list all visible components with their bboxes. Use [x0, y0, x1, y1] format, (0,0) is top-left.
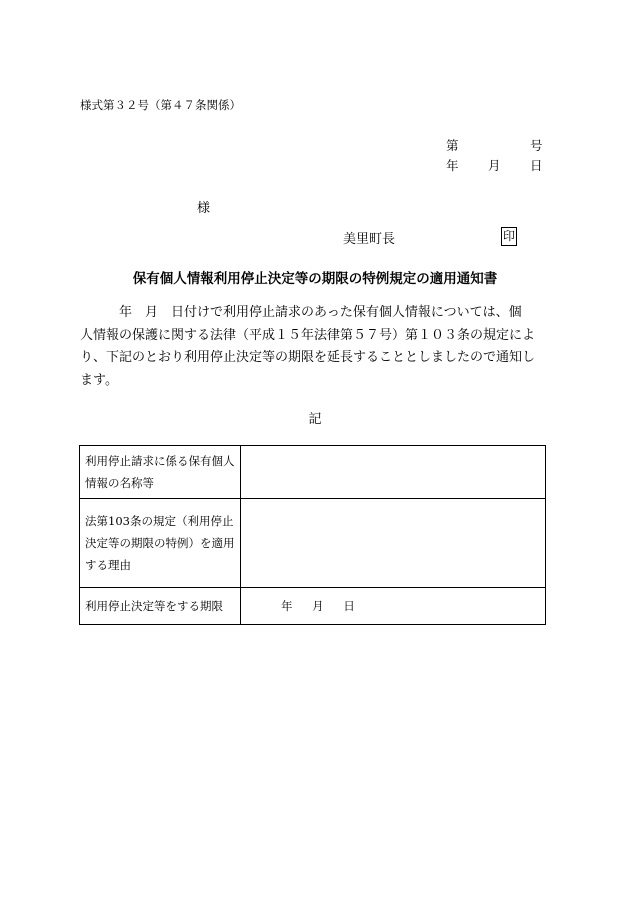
seal-mark: 印: [501, 227, 517, 246]
issuer-name: 美里町長: [343, 232, 396, 247]
row-label-reason: 法第103条の規定（利用停止決定等の期限の特例）を適用する理由: [80, 499, 241, 588]
table-row: [80, 499, 546, 588]
body-line: 人情報の保護に関する法律（平成１５年法律第５７号）第１０３条の規定によ: [80, 327, 536, 343]
deadline-day: 日: [343, 599, 355, 613]
body-line: 年 月 日付けで利用停止請求のあった保有個人情報については、個: [80, 305, 522, 320]
body-paragraph: [80, 302, 550, 392]
number-suffix: 号: [530, 138, 543, 153]
row-value-info-name: [241, 446, 546, 499]
document-title: 保有個人情報利用停止決定等の期限の特例規定の適用通知書: [132, 271, 498, 287]
addressee-suffix: 様: [197, 201, 211, 216]
row-value-deadline: [241, 588, 546, 625]
date-month: 月: [488, 158, 501, 173]
table-row: [80, 446, 546, 499]
deadline-month: 月: [312, 599, 324, 613]
ki-heading: 記: [308, 412, 322, 427]
body-line: ます。: [80, 372, 118, 388]
row-value-reason: [241, 499, 546, 588]
row-label-deadline: 利用停止決定等をする期限: [80, 588, 241, 625]
row-label-info-name: 利用停止請求に係る保有個人情報の名称等: [80, 446, 241, 499]
date-day: 日: [530, 158, 543, 173]
table-row: [80, 588, 546, 625]
date-year: 年: [446, 158, 459, 173]
number-prefix: 第: [446, 138, 459, 153]
body-line: り、下記のとおり利用停止決定等の期限を延長することとしましたので通知し: [80, 350, 536, 365]
form-number: 様式第３２号（第４７条関係）: [80, 98, 241, 112]
details-table: [79, 445, 546, 625]
deadline-year: 年: [281, 599, 293, 613]
